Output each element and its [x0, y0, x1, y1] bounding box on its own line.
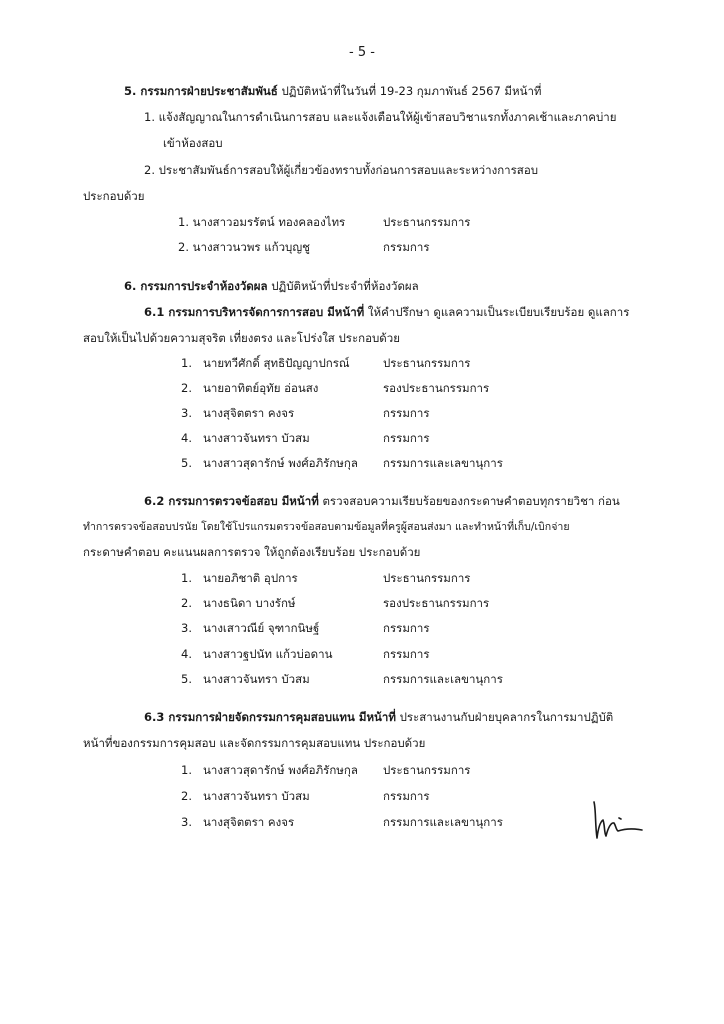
member-role: รองประธานกรรมการ: [383, 596, 490, 610]
section-6-title: 6. กรรมการประจำห้องวัดผล: [124, 279, 268, 293]
section-5-member-name: 1. นางสาวอมรรัตน์ ทองคลองไทร: [178, 215, 346, 229]
member-role: กรรมการและเลขานุการ: [383, 815, 503, 829]
member-role: ประธานกรรมการ: [383, 356, 471, 370]
member-number: 4.: [181, 647, 192, 661]
member-name: นางสาวสุดารักษ์ พงศ์อภิรักษกุล: [203, 763, 358, 777]
section-6-heading: [124, 279, 419, 293]
member-role: ประธานกรรมการ: [383, 571, 471, 585]
signature-mark: [586, 796, 646, 844]
subsection-6-1-line-2: สอบให้เป็นไปด้วยความสุจริต เที่ยงตรง และโปร่งใส ประกอบด้วย: [83, 331, 400, 345]
section-5-item-1-line-1: 1. แจ้งสัญญาณในการดำเนินการสอบ และแจ้งเตือนให้ผู้เข้าสอบวิชาแรกทั้งภาคเช้าและภาคบ่าย: [144, 110, 617, 124]
member-name: นางสุจิตตรา คงจร: [203, 406, 295, 420]
subsection-6-1-line-1: ให้คำปรึกษา ดูแลความเป็นระเบียบเรียบร้อย ดูแลการ: [367, 305, 630, 319]
member-number: 5.: [181, 456, 192, 470]
member-number: 1.: [181, 571, 192, 585]
subsection-6-2-line-3: กระดาษคำตอบ คะแนนผลการตรวจ ให้ถูกต้องเรียบร้อย ประกอบด้วย: [83, 545, 421, 559]
member-role: รองประธานกรรมการ: [383, 381, 490, 395]
member-name: นายอาทิตย์อุทัย อ่อนสง: [203, 381, 319, 395]
subsection-6-2-heading: [144, 494, 620, 508]
member-number: 2.: [181, 789, 192, 803]
member-number: 1.: [181, 356, 192, 370]
member-number: 3.: [181, 406, 192, 420]
member-name: นางสาวจันทรา บัวสม: [203, 672, 310, 686]
subsection-6-1-title: 6.1 กรรมการบริหารจัดการการสอบ มีหน้าที่: [144, 305, 365, 319]
subsection-6-3-line-1: ประสานงานกับฝ่ายบุคลากรในการมาปฏิบัติ: [399, 710, 614, 724]
member-name: นางสาวจันทรา บัวสม: [203, 789, 310, 803]
subsection-6-3-title: 6.3 กรรมการฝ่ายจัดกรรมการคุมสอบแทน มีหน้าที่: [144, 710, 396, 724]
subsection-6-2-line-1: ตรวจสอบความเรียบร้อยของกระดาษคำตอบทุกรายวิชา ก่อน: [322, 494, 620, 508]
subsection-6-2-title: 6.2 กรรมการตรวจข้อสอบ มีหน้าที่: [144, 494, 319, 508]
section-5-title: 5. กรรมการฝ่ายประชาสัมพันธ์: [124, 84, 278, 98]
member-name: นางสาวจันทรา บัวสม: [203, 431, 310, 445]
member-name: นายทวีศักดิ์ สุทธิปัญญาปกรณ์: [203, 356, 350, 370]
section-5-heading: [124, 84, 542, 98]
member-role: กรรมการ: [383, 789, 430, 803]
member-role: กรรมการ: [383, 621, 430, 635]
member-number: 1.: [181, 763, 192, 777]
section-5-member-role: กรรมการ: [383, 240, 430, 254]
section-5-member-role: ประธานกรรมการ: [383, 215, 471, 229]
member-name: นางสาวฐปนัท แก้วบ่อดาน: [203, 647, 333, 661]
member-role: กรรมการและเลขานุการ: [383, 672, 503, 686]
subsection-6-1-heading: [144, 305, 629, 319]
section-5-item-2-line-1: 2. ประชาสัมพันธ์การสอบให้ผู้เกี่ยวข้องทราบทั้งก่อนการสอบและระหว่างการสอบ: [144, 163, 539, 177]
section-5-item-1-line-2: เข้าห้องสอบ: [163, 136, 223, 150]
member-number: 3.: [181, 815, 192, 829]
subsection-6-3-line-2: หน้าที่ของกรรมการคุมสอบ และจัดกรรมการคุมสอบแทน ประกอบด้วย: [83, 736, 426, 750]
member-name: นายอภิชาติ อุปการ: [203, 571, 298, 585]
member-role: กรรมการ: [383, 406, 430, 420]
member-number: 3.: [181, 621, 192, 635]
subsection-6-2-line-2: ทำการตรวจข้อสอบปรนัย โดยใช้โปรแกรมตรวจข้อสอบตามข้อมูลที่ครูผู้สอนส่งมา และทำหน้าที่เก็บ/เบิกจ่าย: [83, 521, 570, 533]
section-5-desc: ปฏิบัติหน้าที่ในวันที่ 19-23 กุมภาพันธ์ 2567 มีหน้าที่: [281, 84, 542, 98]
section-6-desc: ปฏิบัติหน้าที่ประจำที่ห้องวัดผล: [271, 279, 419, 293]
member-number: 2.: [181, 596, 192, 610]
section-5-item-2-line-2: ประกอบด้วย: [83, 189, 145, 203]
member-name: นางเสาวณีย์ จุฑากนิษฐ์: [203, 621, 320, 635]
member-number: 4.: [181, 431, 192, 445]
subsection-6-3-heading: [144, 710, 613, 724]
member-name: นางสาวสุดารักษ์ พงศ์อภิรักษกุล: [203, 456, 358, 470]
member-role: กรรมการ: [383, 647, 430, 661]
member-number: 5.: [181, 672, 192, 686]
page-number: - 5 -: [349, 45, 375, 60]
member-number: 2.: [181, 381, 192, 395]
member-name: นางธนิดา บางรักษ์: [203, 596, 296, 610]
member-role: กรรมการและเลขานุการ: [383, 456, 503, 470]
section-5-member-name: 2. นางสาวนวพร แก้วบุญชู: [178, 240, 310, 254]
member-role: ประธานกรรมการ: [383, 763, 471, 777]
member-role: กรรมการ: [383, 431, 430, 445]
member-name: นางสุจิตตรา คงจร: [203, 815, 295, 829]
